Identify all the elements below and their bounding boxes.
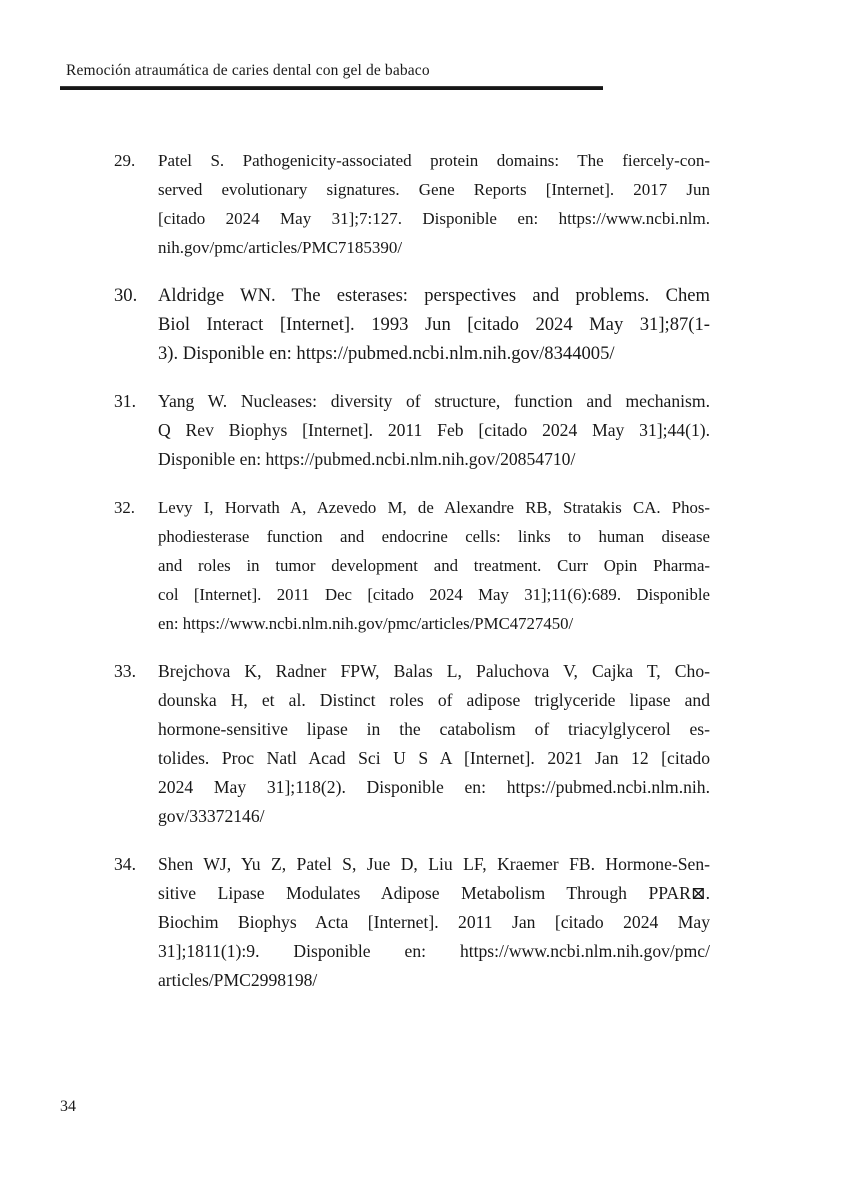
header-rule [60, 86, 603, 90]
reference-number: 32. [114, 498, 135, 517]
reference-line: tolides. Proc Natl Acad Sci U S A [Internet]. 2021 Jan 12 [citado [158, 748, 710, 768]
page-number: 34 [60, 1098, 76, 1115]
reference-line: Disponible en: https://pubmed.ncbi.nlm.nih.gov/20854710/ [158, 449, 576, 469]
reference-line: Patel S. Pathogenicity-associated protein domains: The fiercely-con- [158, 151, 710, 170]
reference-line: 3). Disponible en: https://pubmed.ncbi.nlm.nih.gov/8344005/ [158, 343, 615, 364]
reference-number: 31. [114, 391, 136, 411]
reference-text [158, 657, 710, 831]
reference-line: Yang W. Nucleases: diversity of structure, function and mechanism. [158, 391, 710, 411]
reference-line: Levy I, Horvath A, Azevedo M, de Alexandre RB, Stratakis CA. Phos- [158, 498, 710, 517]
reference-line: dounska H, et al. Distinct roles of adipose triglyceride lipase and [158, 690, 710, 710]
reference-line: phodiesterase function and endocrine cells: links to human disease [158, 527, 710, 546]
reference-line: Aldridge WN. The esterases: perspectives and problems. Chem [158, 285, 710, 306]
reference-text [158, 387, 710, 474]
reference-line: articles/PMC2998198/ [158, 970, 318, 990]
reference-item [114, 850, 714, 995]
reference-line: gov/33372146/ [158, 806, 265, 826]
reference-text [158, 146, 710, 262]
reference-line: hormone-sensitive lipase in the catabolism of triacylglycerol es- [158, 719, 710, 739]
reference-line: and roles in tumor development and treatment. Curr Opin Pharma- [158, 556, 710, 575]
reference-item [114, 493, 714, 638]
reference-number: 30. [114, 285, 138, 306]
references-list [114, 146, 714, 1014]
reference-number: 34. [114, 854, 136, 874]
reference-line: Brejchova K, Radner FPW, Balas L, Paluchova V, Cajka T, Cho- [158, 661, 710, 681]
reference-item [114, 146, 714, 262]
running-header: Remoción atraumática de caries dental con gel de babaco [66, 62, 430, 79]
reference-line: Q Rev Biophys [Internet]. 2011 Feb [citado 2024 May 31];44(1). [158, 420, 710, 440]
reference-text [158, 850, 710, 995]
reference-line: [citado 2024 May 31];7:127. Disponible en: https://www.ncbi.nlm. [158, 209, 710, 228]
reference-line: Shen WJ, Yu Z, Patel S, Jue D, Liu LF, Kraemer FB. Hormone-Sen- [158, 854, 710, 874]
reference-item [114, 387, 714, 474]
reference-line: col [Internet]. 2011 Dec [citado 2024 May 31];11(6):689. Disponible [158, 585, 710, 604]
reference-number: 33. [114, 661, 136, 681]
reference-line: en: https://www.ncbi.nlm.nih.gov/pmc/articles/PMC4727450/ [158, 614, 574, 633]
reference-text [158, 281, 710, 368]
reference-item [114, 281, 714, 368]
reference-line: nih.gov/pmc/articles/PMC7185390/ [158, 238, 403, 257]
reference-text [158, 493, 710, 638]
reference-line: Biochim Biophys Acta [Internet]. 2011 Jan [citado 2024 May [158, 912, 710, 932]
reference-line: 2024 May 31];118(2). Disponible en: https://pubmed.ncbi.nlm.nih. [158, 777, 710, 797]
reference-item [114, 657, 714, 831]
reference-line: 31];1811(1):9. Disponible en: https://www.ncbi.nlm.nih.gov/pmc/ [158, 941, 710, 961]
reference-line: Biol Interact [Internet]. 1993 Jun [citado 2024 May 31];87(1- [158, 314, 710, 335]
reference-number: 29. [114, 151, 136, 170]
reference-line: served evolutionary signatures. Gene Reports [Internet]. 2017 Jun [158, 180, 710, 199]
reference-line: sitive Lipase Modulates Adipose Metabolism Through PPAR⊠. [158, 883, 710, 903]
